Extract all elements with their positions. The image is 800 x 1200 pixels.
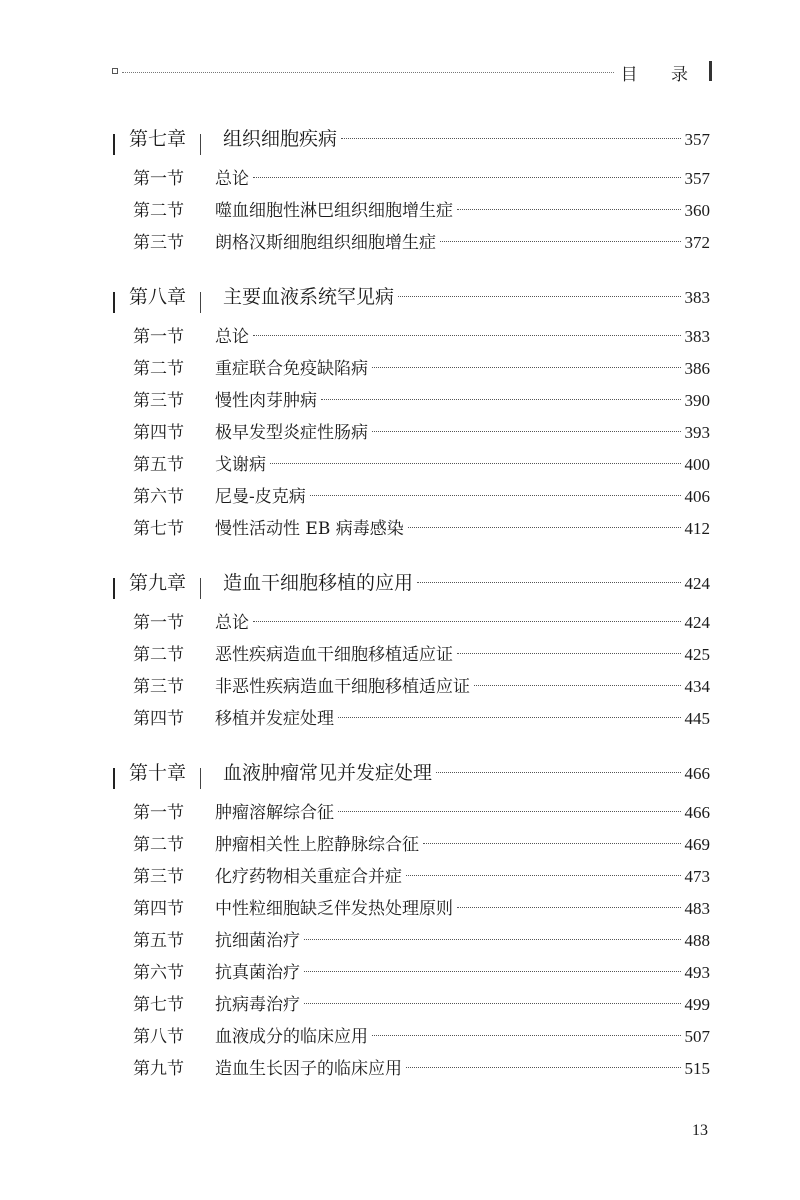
section-entry[interactable] bbox=[113, 196, 710, 228]
dot-leader bbox=[440, 241, 681, 242]
chapter-entry[interactable] bbox=[113, 282, 710, 322]
section-number: 第三节 bbox=[133, 677, 184, 697]
section-title: 重症联合免疫缺陷病 bbox=[215, 359, 368, 379]
section-entry[interactable] bbox=[113, 640, 710, 672]
dot-leader bbox=[338, 811, 681, 812]
section-title: 抗细菌治疗 bbox=[215, 931, 300, 951]
dot-leader bbox=[408, 527, 681, 528]
section-page: 488 bbox=[684, 931, 710, 950]
square-marker-icon bbox=[112, 68, 118, 74]
section-number: 第八节 bbox=[133, 1027, 184, 1047]
section-page: 445 bbox=[684, 709, 710, 728]
dot-leader bbox=[457, 653, 681, 654]
running-header bbox=[112, 58, 712, 88]
dot-leader bbox=[474, 685, 681, 686]
chapter-title: 主要血液系统罕见病 bbox=[223, 286, 395, 308]
section-page: 493 bbox=[684, 963, 710, 982]
section-entry[interactable] bbox=[113, 894, 710, 926]
section-title: 抗病毒治疗 bbox=[215, 995, 300, 1015]
section-number: 第五节 bbox=[133, 455, 184, 475]
section-number: 第二节 bbox=[133, 359, 184, 379]
dot-leader bbox=[310, 495, 681, 496]
toc-chapter bbox=[113, 124, 710, 260]
chapter-bar-left bbox=[113, 578, 115, 599]
section-title: 慢性活动性 EB 病毒感染 bbox=[215, 519, 404, 539]
dot-leader bbox=[253, 177, 681, 178]
section-title: 朗格汉斯细胞组织细胞增生症 bbox=[215, 233, 436, 253]
section-number: 第六节 bbox=[133, 487, 184, 507]
section-page: 507 bbox=[684, 1027, 710, 1046]
dot-leader bbox=[338, 717, 681, 718]
chapter-bar-right bbox=[200, 292, 201, 313]
section-entry[interactable] bbox=[113, 830, 710, 862]
section-title: 血液成分的临床应用 bbox=[215, 1027, 368, 1047]
dot-leader bbox=[341, 138, 680, 139]
section-entry[interactable] bbox=[113, 354, 710, 386]
chapter-title: 造血干细胞移植的应用 bbox=[223, 572, 414, 594]
section-number: 第五节 bbox=[133, 931, 184, 951]
section-page: 372 bbox=[684, 233, 710, 252]
section-page: 412 bbox=[684, 519, 710, 538]
header-dotted-rule bbox=[122, 72, 614, 73]
section-number: 第一节 bbox=[133, 613, 184, 633]
chapter-page: 424 bbox=[684, 574, 710, 593]
section-title: 慢性肉芽肿病 bbox=[215, 391, 317, 411]
chapter-entry[interactable] bbox=[113, 758, 710, 798]
section-entry[interactable] bbox=[113, 322, 710, 354]
header-title: 目 录 bbox=[620, 65, 702, 85]
chapter-page: 383 bbox=[684, 288, 710, 307]
section-entry[interactable] bbox=[113, 990, 710, 1022]
section-number: 第九节 bbox=[133, 1059, 184, 1079]
dot-leader bbox=[304, 939, 681, 940]
section-title: 尼曼-皮克病 bbox=[215, 487, 306, 507]
header-bar bbox=[709, 61, 712, 81]
section-page: 515 bbox=[684, 1059, 710, 1078]
dot-leader bbox=[372, 431, 681, 432]
chapter-bar-left bbox=[113, 768, 115, 789]
chapter-number: 第十章 bbox=[129, 762, 187, 784]
dot-leader bbox=[253, 335, 681, 336]
section-entry[interactable] bbox=[113, 228, 710, 260]
dot-leader bbox=[423, 843, 681, 844]
chapter-title: 血液肿瘤常见并发症处理 bbox=[223, 762, 433, 784]
chapter-bar-right bbox=[200, 578, 201, 599]
section-number: 第七节 bbox=[133, 995, 184, 1015]
section-number: 第二节 bbox=[133, 835, 184, 855]
dot-leader bbox=[417, 582, 680, 583]
section-title: 极早发型炎症性肠病 bbox=[215, 423, 368, 443]
chapter-number: 第七章 bbox=[129, 128, 187, 150]
dot-leader bbox=[406, 1067, 681, 1068]
section-entry[interactable] bbox=[113, 386, 710, 418]
chapter-bar-left bbox=[113, 134, 115, 155]
section-number: 第四节 bbox=[133, 709, 184, 729]
section-entry[interactable] bbox=[113, 418, 710, 450]
section-title: 噬血细胞性淋巴组织细胞增生症 bbox=[215, 201, 453, 221]
section-title: 抗真菌治疗 bbox=[215, 963, 300, 983]
toc-chapter bbox=[113, 758, 710, 1086]
dot-leader bbox=[372, 1035, 681, 1036]
section-page: 357 bbox=[684, 169, 710, 188]
chapter-bar-right bbox=[200, 134, 201, 155]
dot-leader bbox=[253, 621, 681, 622]
section-title: 造血生长因子的临床应用 bbox=[215, 1059, 402, 1079]
section-title: 肿瘤溶解综合征 bbox=[215, 803, 334, 823]
section-title: 总论 bbox=[215, 613, 249, 633]
section-page: 499 bbox=[684, 995, 710, 1014]
section-title: 非恶性疾病造血干细胞移植适应证 bbox=[215, 677, 470, 697]
section-page: 425 bbox=[684, 645, 710, 664]
section-page: 390 bbox=[684, 391, 710, 410]
section-entry[interactable] bbox=[113, 1054, 710, 1086]
section-number: 第一节 bbox=[133, 803, 184, 823]
section-page: 424 bbox=[684, 613, 710, 632]
chapter-number: 第九章 bbox=[129, 572, 187, 594]
section-entry[interactable] bbox=[113, 704, 710, 736]
section-number: 第三节 bbox=[133, 233, 184, 253]
section-page: 383 bbox=[684, 327, 710, 346]
section-page: 434 bbox=[684, 677, 710, 696]
dot-leader bbox=[304, 1003, 681, 1004]
section-title: 总论 bbox=[215, 327, 249, 347]
dot-leader bbox=[457, 209, 681, 210]
section-title: 总论 bbox=[215, 169, 249, 189]
section-number: 第三节 bbox=[133, 391, 184, 411]
section-entry[interactable] bbox=[113, 450, 710, 482]
section-page: 400 bbox=[684, 455, 710, 474]
section-number: 第七节 bbox=[133, 519, 184, 539]
section-number: 第四节 bbox=[133, 423, 184, 443]
section-number: 第四节 bbox=[133, 899, 184, 919]
chapter-title: 组织细胞疾病 bbox=[223, 128, 338, 150]
section-entry[interactable] bbox=[113, 798, 710, 830]
dot-leader bbox=[436, 772, 680, 773]
section-entry[interactable] bbox=[113, 672, 710, 704]
section-page: 393 bbox=[684, 423, 710, 442]
table-of-contents bbox=[113, 124, 710, 1108]
toc-chapter bbox=[113, 568, 710, 736]
section-title: 戈谢病 bbox=[215, 455, 266, 475]
chapter-entry[interactable] bbox=[113, 124, 710, 164]
section-page: 360 bbox=[684, 201, 710, 220]
section-entry[interactable] bbox=[113, 862, 710, 894]
dot-leader bbox=[398, 296, 680, 297]
section-entry[interactable] bbox=[113, 958, 710, 990]
chapter-page: 357 bbox=[684, 130, 710, 149]
section-title: 恶性疾病造血干细胞移植适应证 bbox=[215, 645, 453, 665]
section-title: 中性粒细胞缺乏伴发热处理原则 bbox=[215, 899, 453, 919]
section-page: 406 bbox=[684, 487, 710, 506]
section-number: 第一节 bbox=[133, 169, 184, 189]
section-entry[interactable] bbox=[113, 608, 710, 640]
section-title: 移植并发症处理 bbox=[215, 709, 334, 729]
section-number: 第六节 bbox=[133, 963, 184, 983]
page-number: 13 bbox=[692, 1122, 708, 1139]
chapter-bar-right bbox=[200, 768, 201, 789]
section-page: 473 bbox=[684, 867, 710, 886]
section-number: 第三节 bbox=[133, 867, 184, 887]
section-page: 466 bbox=[684, 803, 710, 822]
section-title: 肿瘤相关性上腔静脉综合征 bbox=[215, 835, 419, 855]
section-number: 第二节 bbox=[133, 645, 184, 665]
dot-leader bbox=[304, 971, 681, 972]
section-page: 469 bbox=[684, 835, 710, 854]
toc-chapter bbox=[113, 282, 710, 546]
section-title: 化疗药物相关重症合并症 bbox=[215, 867, 402, 887]
chapter-page: 466 bbox=[684, 764, 710, 783]
section-entry[interactable] bbox=[113, 164, 710, 196]
chapter-bar-left bbox=[113, 292, 115, 313]
section-entry[interactable] bbox=[113, 926, 710, 958]
dot-leader bbox=[321, 399, 681, 400]
dot-leader bbox=[406, 875, 681, 876]
dot-leader bbox=[270, 463, 681, 464]
dot-leader bbox=[457, 907, 681, 908]
section-entry[interactable] bbox=[113, 482, 710, 514]
section-number: 第二节 bbox=[133, 201, 184, 221]
chapter-entry[interactable] bbox=[113, 568, 710, 608]
section-page: 483 bbox=[684, 899, 710, 918]
section-page: 386 bbox=[684, 359, 710, 378]
section-entry[interactable] bbox=[113, 514, 710, 546]
dot-leader bbox=[372, 367, 681, 368]
section-entry[interactable] bbox=[113, 1022, 710, 1054]
section-number: 第一节 bbox=[133, 327, 184, 347]
chapter-number: 第八章 bbox=[129, 286, 187, 308]
